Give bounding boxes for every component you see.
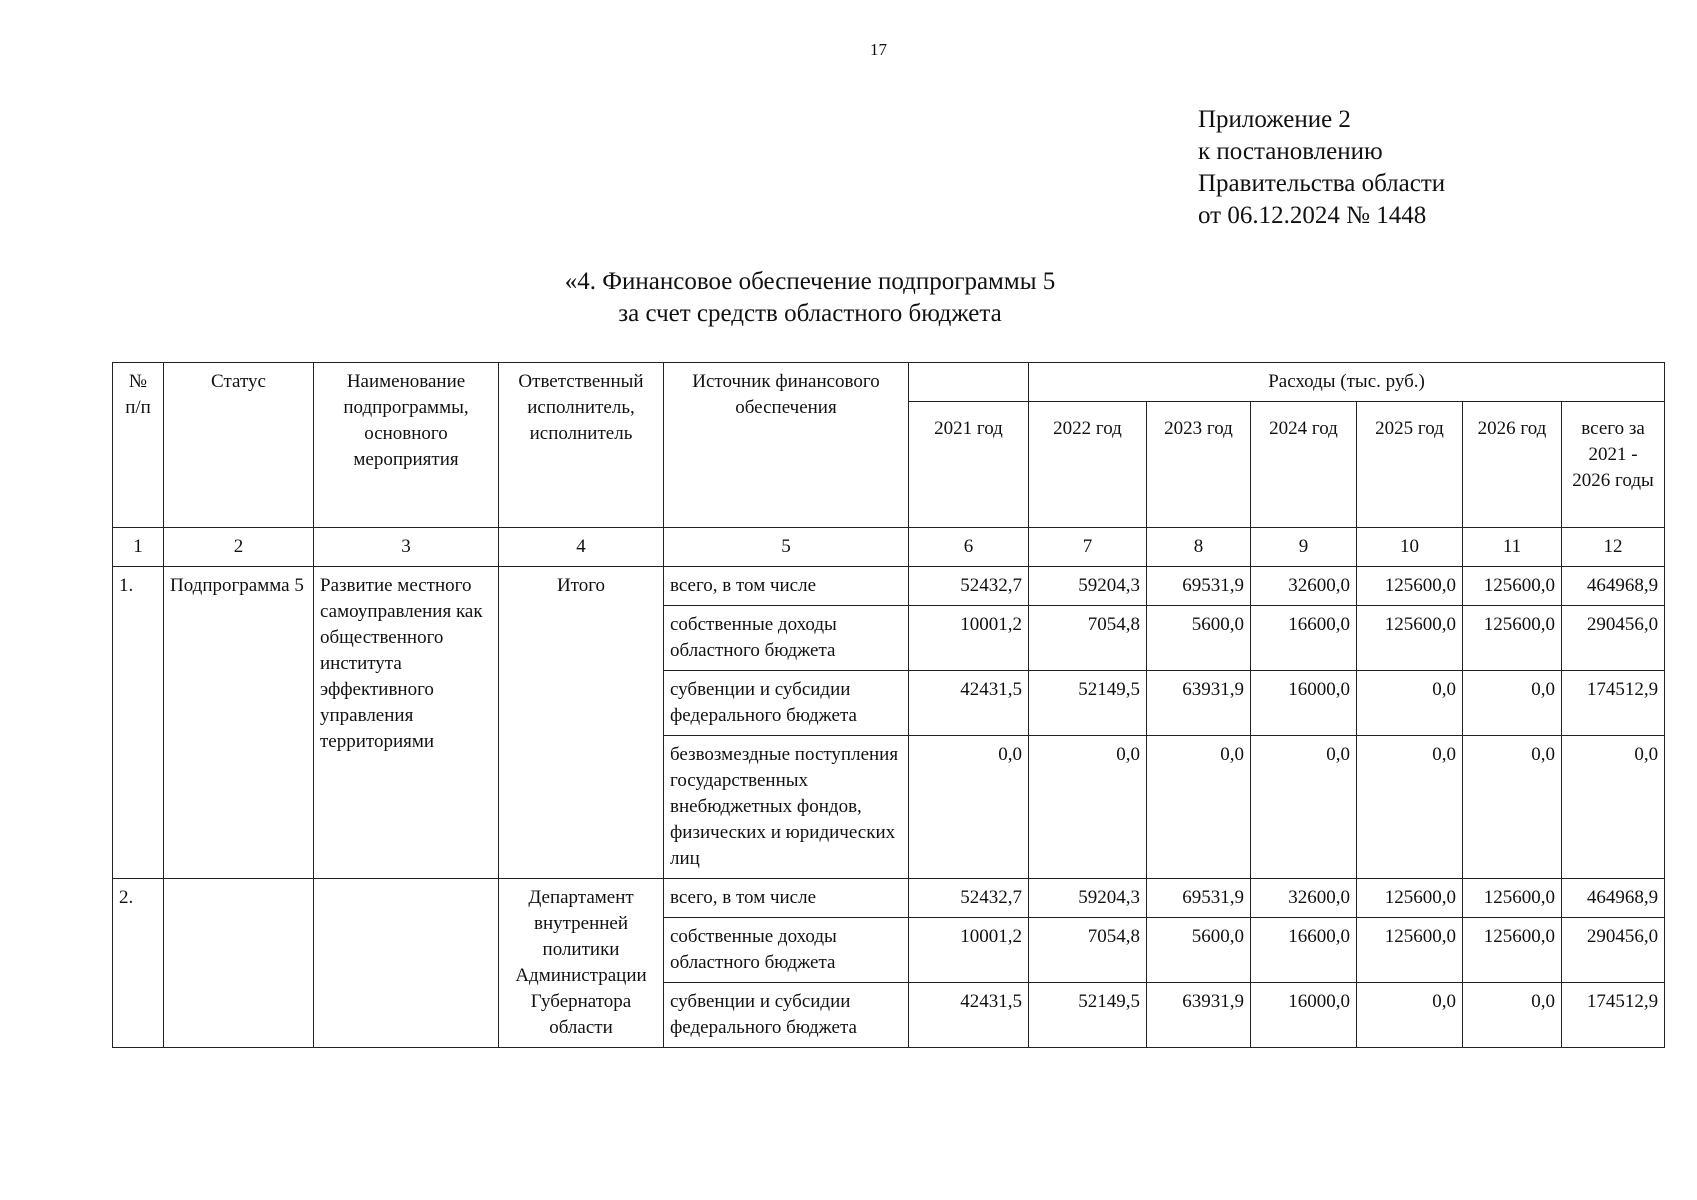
header-year: 2026 год bbox=[1463, 402, 1562, 528]
financing-table bbox=[112, 362, 1665, 1048]
row-value: 0,0 bbox=[909, 736, 1029, 879]
row-value: 10001,2 bbox=[909, 606, 1029, 671]
row-value: 32600,0 bbox=[1251, 567, 1357, 606]
row-value: 16000,0 bbox=[1251, 983, 1357, 1048]
row-value: 63931,9 bbox=[1147, 983, 1251, 1048]
column-number: 12 bbox=[1562, 528, 1665, 567]
row-value: 42431,5 bbox=[909, 983, 1029, 1048]
row-value: 174512,9 bbox=[1562, 671, 1665, 736]
column-number: 6 bbox=[909, 528, 1029, 567]
header-year: 2021 год bbox=[909, 402, 1029, 528]
column-number: 1 bbox=[113, 528, 164, 567]
header-expenses: Расходы (тыс. руб.) bbox=[1029, 363, 1665, 402]
row-source: собственные доходы областного бюджета bbox=[664, 918, 909, 983]
row-value: 174512,9 bbox=[1562, 983, 1665, 1048]
header-row bbox=[113, 363, 1665, 402]
row-value: 5600,0 bbox=[1147, 606, 1251, 671]
row-value: 0,0 bbox=[1562, 736, 1665, 879]
row-value: 0,0 bbox=[1357, 983, 1463, 1048]
appendix-line: Правительства области bbox=[1198, 170, 1446, 197]
row-value: 125600,0 bbox=[1357, 918, 1463, 983]
row-value: 464968,9 bbox=[1562, 879, 1665, 918]
column-number: 3 bbox=[314, 528, 499, 567]
appendix-line: от 06.12.2024 № 1448 bbox=[1198, 202, 1427, 229]
row-value: 69531,9 bbox=[1147, 567, 1251, 606]
row-name bbox=[314, 879, 499, 1048]
row-number: 2. bbox=[113, 879, 164, 1048]
row-value: 0,0 bbox=[1251, 736, 1357, 879]
table-row bbox=[113, 567, 1665, 606]
row-value: 125600,0 bbox=[1463, 567, 1562, 606]
row-value: 125600,0 bbox=[1357, 606, 1463, 671]
row-value: 16600,0 bbox=[1251, 918, 1357, 983]
column-number: 4 bbox=[499, 528, 664, 567]
row-value: 0,0 bbox=[1463, 736, 1562, 879]
row-value: 290456,0 bbox=[1562, 918, 1665, 983]
row-value: 59204,3 bbox=[1029, 879, 1147, 918]
row-executor: Департамент внутренней политики Администрации Губернатора области bbox=[499, 879, 664, 1048]
appendix-line: Приложение 2 bbox=[1198, 106, 1351, 133]
appendix-reference bbox=[1198, 104, 1445, 232]
column-number: 9 bbox=[1251, 528, 1357, 567]
column-number: 2 bbox=[164, 528, 314, 567]
row-value: 42431,5 bbox=[909, 671, 1029, 736]
column-number: 11 bbox=[1463, 528, 1562, 567]
row-status: Подпрограмма 5 bbox=[164, 567, 314, 879]
row-value: 32600,0 bbox=[1251, 879, 1357, 918]
row-value: 125600,0 bbox=[1463, 606, 1562, 671]
row-value: 5600,0 bbox=[1147, 918, 1251, 983]
header-name: Наименование подпрограммы, основного мероприятия bbox=[314, 363, 499, 528]
row-value: 59204,3 bbox=[1029, 567, 1147, 606]
header-status: Статус bbox=[164, 363, 314, 528]
title-line: «4. Финансовое обеспечение подпрограммы 5 bbox=[564, 268, 1056, 295]
row-name: Развитие местного самоуправления как общественного института эффективного управления территориями bbox=[314, 567, 499, 879]
row-value: 125600,0 bbox=[1463, 918, 1562, 983]
row-source: безвозмездные поступления государственных внебюджетных фондов, физических и юридических лиц bbox=[664, 736, 909, 879]
row-value: 52432,7 bbox=[909, 879, 1029, 918]
title-line: за счет средств областного бюджета bbox=[618, 300, 1002, 327]
header-year: 2025 год bbox=[1357, 402, 1463, 528]
row-source: собственные доходы областного бюджета bbox=[664, 606, 909, 671]
row-value: 52149,5 bbox=[1029, 671, 1147, 736]
row-value: 52149,5 bbox=[1029, 983, 1147, 1048]
row-value: 0,0 bbox=[1357, 736, 1463, 879]
row-value: 63931,9 bbox=[1147, 671, 1251, 736]
row-value: 69531,9 bbox=[1147, 879, 1251, 918]
column-number: 10 bbox=[1357, 528, 1463, 567]
table-row bbox=[113, 879, 1665, 918]
header-year-total: всего за 2021 - 2026 годы bbox=[1562, 402, 1665, 528]
row-value: 464968,9 bbox=[1562, 567, 1665, 606]
header-num: № п/п bbox=[113, 363, 164, 528]
column-number: 8 bbox=[1147, 528, 1251, 567]
header-source: Источник финансового обеспечения bbox=[664, 363, 909, 528]
row-value: 7054,8 bbox=[1029, 918, 1147, 983]
row-value: 52432,7 bbox=[909, 567, 1029, 606]
header-year: 2024 год bbox=[1251, 402, 1357, 528]
appendix-line: к постановлению bbox=[1198, 138, 1383, 165]
row-value: 125600,0 bbox=[1463, 879, 1562, 918]
row-value: 0,0 bbox=[1357, 671, 1463, 736]
row-source: субвенции и субсидии федерального бюджета bbox=[664, 983, 909, 1048]
row-value: 0,0 bbox=[1463, 983, 1562, 1048]
column-number: 7 bbox=[1029, 528, 1147, 567]
row-value: 10001,2 bbox=[909, 918, 1029, 983]
row-value: 290456,0 bbox=[1562, 606, 1665, 671]
column-number-row bbox=[113, 528, 1665, 567]
column-number: 5 bbox=[664, 528, 909, 567]
header-empty bbox=[909, 363, 1029, 402]
header-executor: Ответственный исполнитель, исполнитель bbox=[499, 363, 664, 528]
row-source: субвенции и субсидии федерального бюджета bbox=[664, 671, 909, 736]
row-value: 0,0 bbox=[1029, 736, 1147, 879]
document-title bbox=[500, 266, 1120, 330]
page-number: 17 bbox=[870, 40, 887, 59]
row-source: всего, в том числе bbox=[664, 567, 909, 606]
header-year: 2022 год bbox=[1029, 402, 1147, 528]
row-number: 1. bbox=[113, 567, 164, 879]
row-value: 125600,0 bbox=[1357, 879, 1463, 918]
row-value: 7054,8 bbox=[1029, 606, 1147, 671]
table-body bbox=[113, 363, 1665, 1048]
row-status bbox=[164, 879, 314, 1048]
row-source: всего, в том числе bbox=[664, 879, 909, 918]
row-value: 125600,0 bbox=[1357, 567, 1463, 606]
header-year: 2023 год bbox=[1147, 402, 1251, 528]
row-value: 16600,0 bbox=[1251, 606, 1357, 671]
row-value: 0,0 bbox=[1463, 671, 1562, 736]
row-value: 0,0 bbox=[1147, 736, 1251, 879]
row-executor: Итого bbox=[499, 567, 664, 879]
row-value: 16000,0 bbox=[1251, 671, 1357, 736]
